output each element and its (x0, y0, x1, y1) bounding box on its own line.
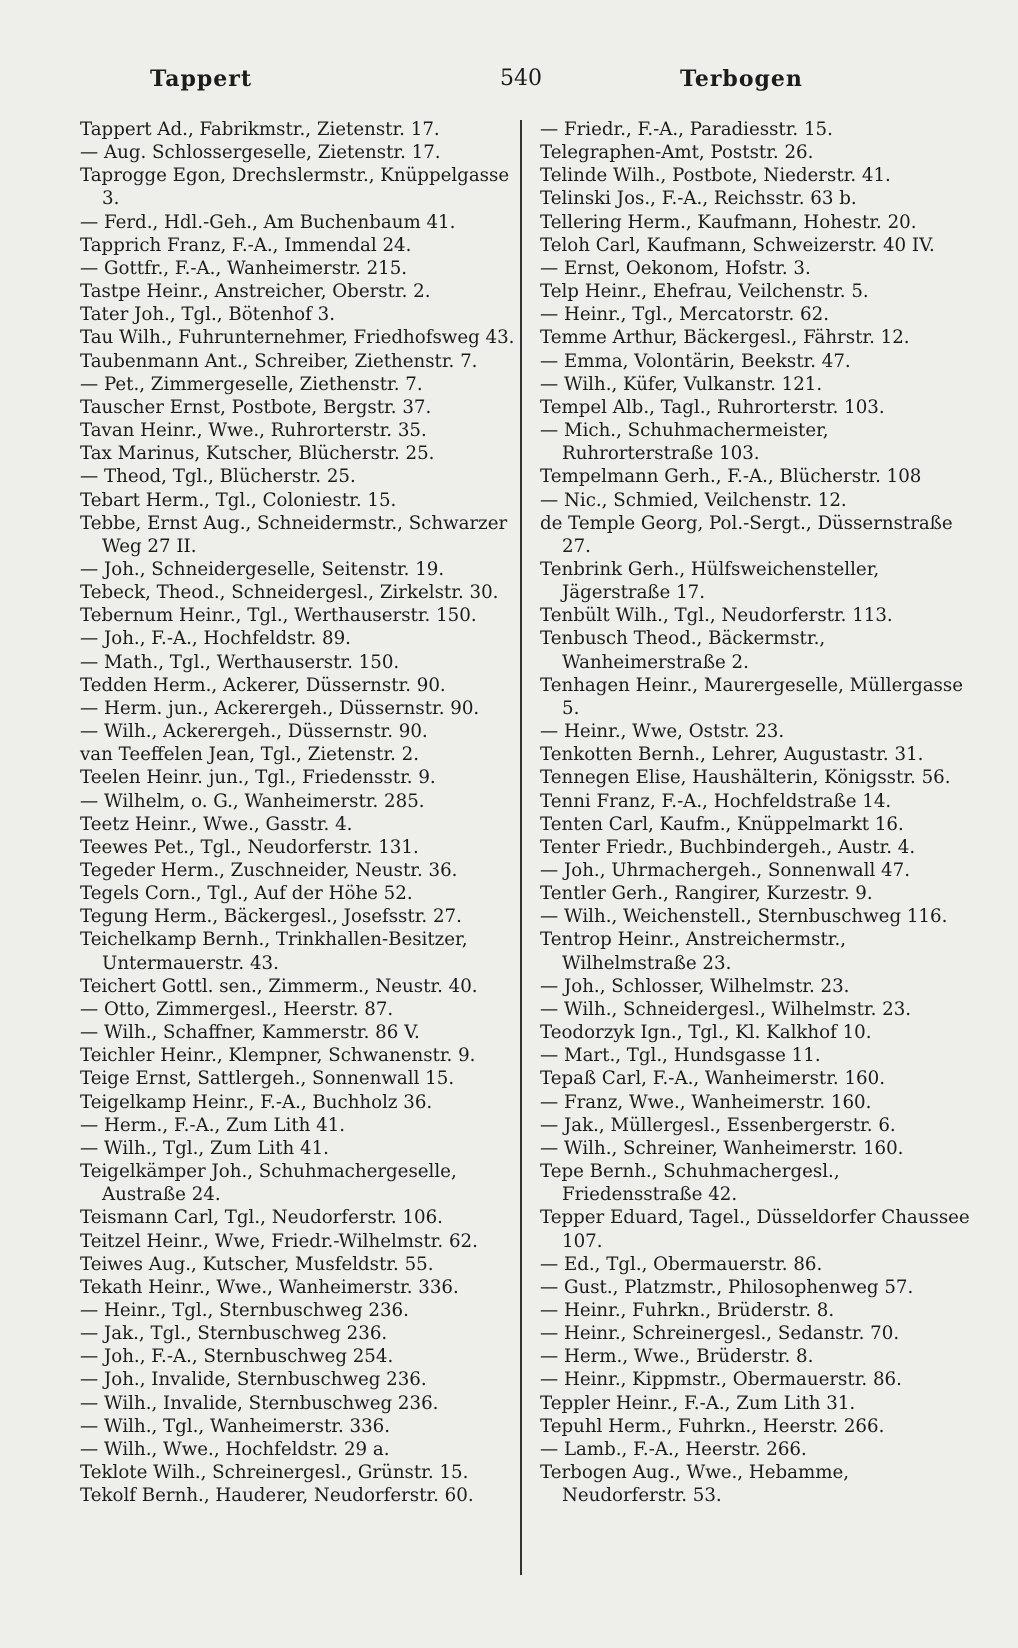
directory-entry: Terbogen Aug., Wwe., Hebamme, Neudorferstr. 53. (540, 1462, 850, 1507)
directory-entry: — Franz, Wwe., Wanheimerstr. 160. (540, 1091, 872, 1113)
directory-entry: — Wilh., Schreiner, Wanheimerstr. 160. (540, 1137, 904, 1159)
header-first-name: Tappert (150, 66, 253, 92)
directory-entry: Teitzel Heinr., Wwe, Friedr.-Wilhelmstr. 62. (80, 1230, 478, 1252)
directory-entry: Tempelmann Gerh., F.-A., Blücherstr. 108 (540, 466, 922, 488)
directory-entry: Teigelkamp Heinr., F.-A., Buchholz 36. (80, 1091, 433, 1113)
directory-entry: Tebbe, Ernst Aug., Schneidermstr., Schwarzer Weg 27 II. (80, 512, 508, 557)
directory-entry: — Wilh., Küfer, Vulkanstr. 121. (540, 373, 823, 395)
directory-entry: — Joh., F.-A., Sternbuschweg 254. (80, 1346, 394, 1368)
directory-entry: Tapprich Franz, F.-A., Immendal 24. (80, 234, 412, 256)
directory-entry: Telp Heinr., Ehefrau, Veilchenstr. 5. (540, 281, 869, 303)
directory-entry: de Temple Georg, Pol.-Sergt., Düssernstraße 27. (540, 512, 953, 557)
directory-entry: Tau Wilh., Fuhrunternehmer, Friedhofsweg 43. (80, 327, 515, 349)
directory-entry: Tellering Herm., Kaufmann, Hohestr. 20. (540, 211, 917, 233)
directory-entry: Tauscher Ernst, Postbote, Bergstr. 37. (80, 396, 432, 418)
directory-entry: — Heinr., Wwe, Oststr. 23. (540, 721, 785, 743)
directory-entry: Telegraphen-Amt, Poststr. 26. (540, 142, 814, 164)
directory-entry: Teodorzyk Ign., Tgl., Kl. Kalkhof 10. (540, 1022, 872, 1044)
directory-entry: — Heinr., Fuhrkn., Brüderstr. 8. (540, 1299, 835, 1321)
directory-entry: Tegung Herm., Bäckergesl., Josefsstr. 27. (80, 906, 462, 928)
directory-entry: — Joh., Schlosser, Wilhelmstr. 23. (540, 975, 850, 997)
directory-entry: Tegeder Herm., Zuschneider, Neustr. 36. (80, 860, 458, 881)
directory-entry: — Jak., Tgl., Sternbuschweg 236. (80, 1323, 388, 1345)
directory-entry: Tegels Corn., Tgl., Auf der Höhe 52. (80, 883, 413, 905)
directory-entry: Telinski Jos., F.-A., Reichsstr. 63 b. (540, 188, 857, 210)
directory-entry: Tentrop Heinr., Anstreichermstr., Wilhelmstraße 23. (540, 929, 847, 974)
directory-entry: Tebernum Heinr., Tgl., Werthauserstr. 150. (80, 605, 477, 627)
directory-entry: Tedden Herm., Ackerer, Düssernstr. 90. (80, 674, 446, 696)
directory-entry: — Herm. jun., Ackerergeh., Düssernstr. 90. (80, 697, 480, 719)
directory-entry: — Joh., Invalide, Sternbuschweg 236. (80, 1369, 427, 1391)
directory-entry: Tepaß Carl, F.-A., Wanheimerstr. 160. (540, 1068, 885, 1090)
directory-entry: Tenkotten Bernh., Lehrer, Augustastr. 31. (540, 744, 924, 766)
directory-entry: Teichelkamp Bernh., Trinkhallen-Besitzer, Untermauerstr. 43. (80, 929, 468, 974)
directory-entry: — Gust., Platzmstr., Philosophenweg 57. (540, 1276, 914, 1298)
directory-entry: Teige Ernst, Sattlergeh., Sonnenwall 15. (80, 1068, 455, 1090)
directory-entry: Tappert Ad., Fabrikmstr., Zietenstr. 17. (80, 119, 440, 140)
page-header (80, 66, 978, 96)
directory-entry: — Heinr., Tgl., Sternbuschweg 236. (80, 1299, 409, 1321)
directory-entry: — Wilh., Wwe., Hochfeldstr. 29 a. (80, 1438, 390, 1460)
directory-entry: Tenbusch Theod., Bäckermstr., Wanheimerstraße 2. (540, 628, 826, 673)
directory-entry: — Ferd., Hdl.-Geh., Am Buchenbaum 41. (80, 211, 456, 233)
directory-entry: — Heinr., Schreinergesl., Sedanstr. 70. (540, 1323, 900, 1345)
directory-entry: — Wilh., Weichenstell., Sternbuschweg 116. (540, 906, 948, 928)
page-number: 540 (500, 66, 542, 91)
directory-entry: — Mich., Schuhmachermeister, Ruhrorterstraße 103. (540, 420, 829, 465)
directory-entry: — Ernst, Oekonom, Hofstr. 3. (540, 257, 811, 279)
directory-entry: Tenter Friedr., Buchbindergeh., Austr. 4. (540, 836, 916, 858)
directory-entry: — Mart., Tgl., Hundsgasse 11. (540, 1045, 821, 1067)
directory-entry: Teetz Heinr., Wwe., Gasstr. 4. (80, 813, 353, 835)
directory-entry: Tempel Alb., Tagl., Ruhrorterstr. 103. (540, 396, 885, 418)
directory-entry: — Wilh., Tgl., Wanheimerstr. 336. (80, 1415, 391, 1437)
directory-entry: Teigelkämper Joh., Schuhmachergeselle, Austraße 24. (80, 1161, 457, 1206)
directory-entry: — Wilh., Schneidergesl., Wilhelmstr. 23. (540, 998, 912, 1020)
directory-entry: — Herm., Wwe., Brüderstr. 8. (540, 1346, 814, 1368)
directory-entry: — Nic., Schmied, Veilchenstr. 12. (540, 489, 847, 511)
directory-entry: — Wilhelm, o. G., Wanheimerstr. 285. (80, 790, 425, 812)
directory-entry: — Math., Tgl., Werthauserstr. 150. (80, 651, 400, 673)
directory-entry: — Jak., Müllergesl., Essenbergerstr. 6. (540, 1114, 896, 1136)
directory-entry: — Heinr., Tgl., Mercatorstr. 62. (540, 304, 829, 326)
directory-entry: — Emma, Volontärin, Beekstr. 47. (540, 350, 851, 372)
directory-entry: Tavan Heinr., Wwe., Ruhrorterstr. 35. (80, 420, 427, 442)
directory-entry: Tepe Bernh., Schuhmachergesl., Friedensstraße 42. (540, 1161, 840, 1206)
directory-entry: Teichler Heinr., Klempner, Schwanenstr. 9. (80, 1045, 476, 1067)
directory-entry: Taprogge Egon, Drechslermstr., Knüppelgasse 3. (80, 165, 510, 210)
directory-entry: Tenbült Wilh., Tgl., Neudorferstr. 113. (540, 605, 893, 627)
directory-entry: Tekath Heinr., Wwe., Wanheimerstr. 336. (80, 1276, 459, 1298)
directory-entry: Tenni Franz, F.-A., Hochfeldstraße 14. (540, 790, 892, 812)
directory-entry: Tebart Herm., Tgl., Coloniestr. 15. (80, 489, 397, 511)
directory-entry: Teichert Gottl. sen., Zimmerm., Neustr. 40. (80, 975, 478, 997)
directory-entry: — Gottfr., F.-A., Wanheimerstr. 215. (80, 257, 408, 279)
directory-entry: — Joh., F.-A., Hochfeldstr. 89. (80, 628, 351, 650)
directory-entry: — Aug. Schlossergeselle, Zietenstr. 17. (80, 142, 441, 164)
directory-entry: Telinde Wilh., Postbote, Niederstr. 41. (540, 165, 891, 187)
header-last-name: Terbogen (680, 66, 803, 92)
directory-entry: Teppler Heinr., F.-A., Zum Lith 31. (540, 1392, 856, 1414)
directory-entry: Teloh Carl, Kaufmann, Schweizerstr. 40 IV. (540, 234, 935, 256)
right-column (540, 118, 978, 1507)
directory-entry: Tastpe Heinr., Anstreicher, Oberstr. 2. (80, 281, 431, 303)
directory-entry: — Ed., Tgl., Obermauerstr. 86. (540, 1253, 823, 1275)
left-column (80, 118, 520, 1507)
directory-entry: — Wilh., Schaffner, Kammerstr. 86 V. (80, 1022, 420, 1044)
column-divider (520, 120, 522, 1575)
directory-entry: Teewes Pet., Tgl., Neudorferstr. 131. (80, 836, 419, 858)
directory-entry: Tentler Gerh., Rangirer, Kurzestr. 9. (540, 883, 873, 905)
directory-entry: Teiwes Aug., Kutscher, Musfeldstr. 55. (80, 1253, 434, 1275)
directory-entry: — Wilh., Invalide, Sternbuschweg 236. (80, 1392, 439, 1414)
directory-entry: Tebeck, Theod., Schneidergesl., Zirkelstr. 30. (80, 582, 499, 604)
directory-entry: Tax Marinus, Kutscher, Blücherstr. 25. (80, 443, 435, 465)
directory-entry: Tekolf Bernh., Hauderer, Neudorferstr. 60. (80, 1485, 474, 1507)
directory-entry: — Lamb., F.-A., Heerstr. 266. (540, 1438, 807, 1460)
directory-entry: Teklote Wilh., Schreinergesl., Grünstr. 15. (80, 1462, 469, 1484)
directory-entry: — Theod, Tgl., Blücherstr. 25. (80, 466, 356, 488)
directory-entry: Tepper Eduard, Tagel., Düsseldorfer Chaussee 107. (540, 1207, 970, 1252)
directory-entry: Tennegen Elise, Haushälterin, Königsstr. 56. (540, 767, 951, 789)
directory-entry: Taubenmann Ant., Schreiber, Ziethenstr. 7. (80, 350, 478, 372)
directory-entry: — Joh., Schneidergeselle, Seitenstr. 19. (80, 558, 445, 580)
directory-entry: van Teeffelen Jean, Tgl., Zietenstr. 2. (80, 744, 419, 766)
directory-entry: — Pet., Zimmergeselle, Ziethenstr. 7. (80, 373, 423, 395)
directory-entry: Tenten Carl, Kaufm., Knüppelmarkt 16. (540, 813, 904, 835)
directory-entry: Tenhagen Heinr., Maurergeselle, Müllergasse 5. (540, 674, 963, 719)
directory-entry: Teelen Heinr. jun., Tgl., Friedensstr. 9. (80, 767, 436, 789)
directory-entry: Tepuhl Herm., Fuhrkn., Heerstr. 266. (540, 1415, 885, 1437)
directory-entry: — Wilh., Ackerergeh., Düssernstr. 90. (80, 721, 428, 743)
directory-entry: Temme Arthur, Bäckergesl., Fährstr. 12. (540, 327, 910, 349)
directory-entry: — Herm., F.-A., Zum Lith 41. (80, 1114, 346, 1136)
directory-entry: — Friedr., F.-A., Paradiesstr. 15. (540, 119, 833, 140)
directory-entry: — Joh., Uhrmachergeh., Sonnenwall 47. (540, 860, 910, 881)
directory-entry: — Heinr., Kippmstr., Obermauerstr. 86. (540, 1369, 902, 1391)
directory-entry: — Otto, Zimmergesl., Heerstr. 87. (80, 998, 394, 1020)
directory-entry: Teismann Carl, Tgl., Neudorferstr. 106. (80, 1207, 443, 1229)
directory-entry: — Wilh., Tgl., Zum Lith 41. (80, 1137, 329, 1159)
directory-entry: Tenbrink Gerh., Hülfsweichensteller, Jägerstraße 17. (540, 558, 880, 604)
directory-entry: Tater Joh., Tgl., Bötenhof 3. (80, 304, 335, 326)
